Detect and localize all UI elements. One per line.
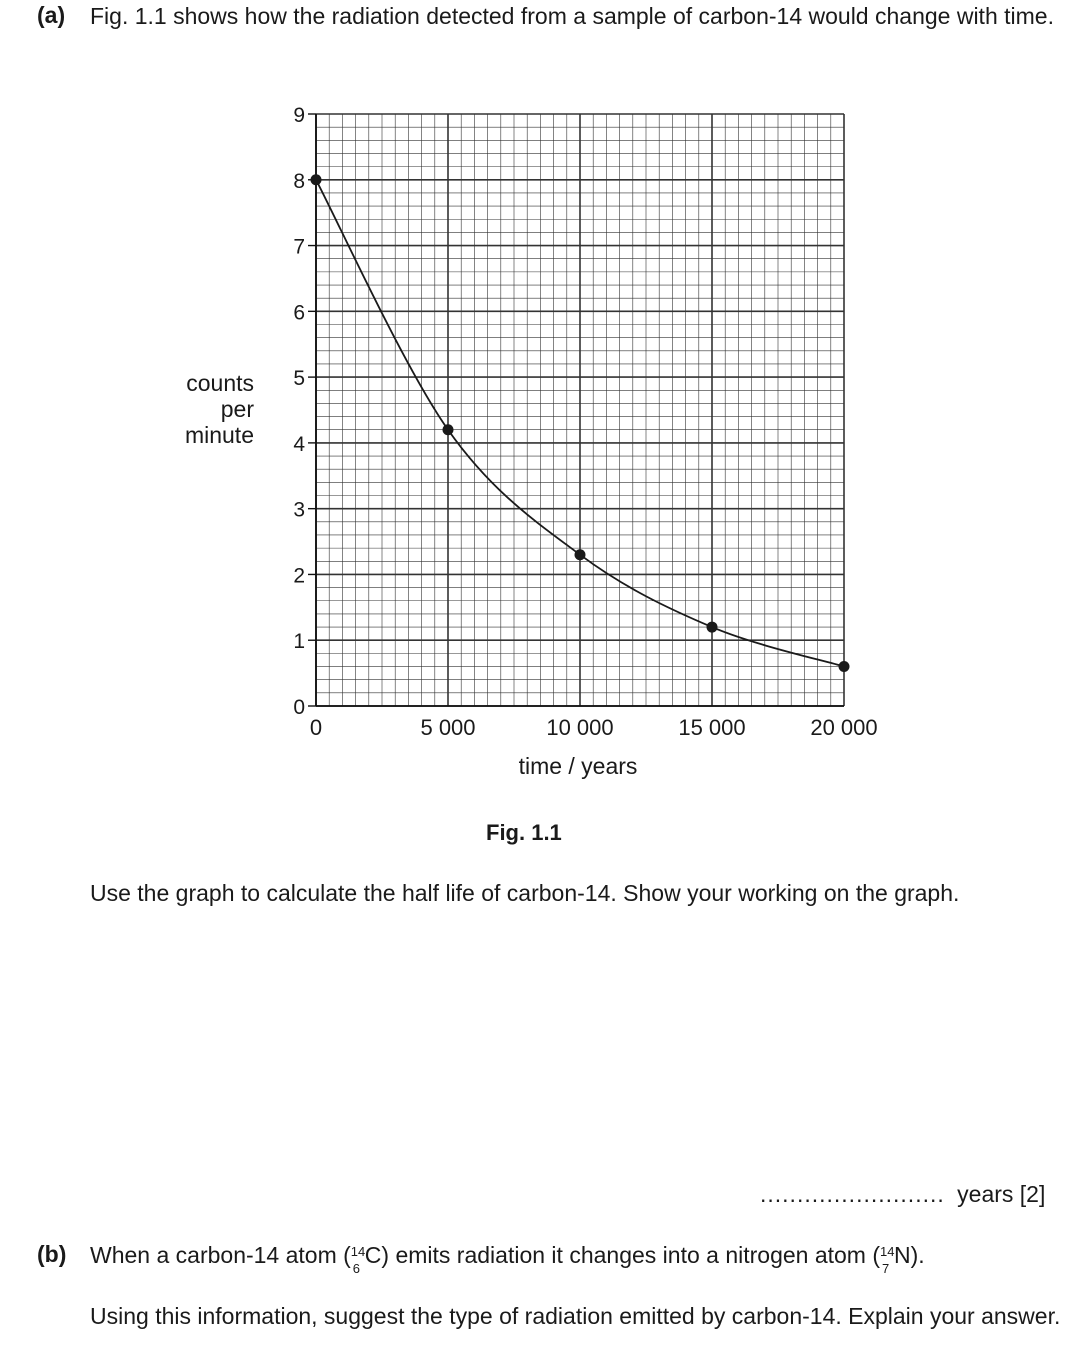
part-a-label: (a) [37,2,66,28]
data-point [839,661,850,672]
x-tick-label: 20 000 [810,715,878,740]
y-tick-label: 2 [293,564,305,588]
x-tick-label: 0 [309,715,323,740]
x-tick-label: 5 000 [420,715,476,740]
x-tick-label: 15 000 [678,715,746,740]
figure-caption: Fig. 1.1 [486,820,562,845]
nitrogen-isotope-notation [880,1244,895,1276]
part-b-label: (b) [37,1241,67,1267]
part-b-question: Using this information, suggest the type of radiation emitted by carbon-14. Explain your answer. [90,1303,1061,1329]
data-point [443,424,454,435]
y-axis-label-line-1: counts [186,370,254,396]
part-b-text-before: When a carbon-14 atom ( [90,1242,351,1268]
y-tick-label: 6 [293,301,305,325]
data-point [311,174,322,185]
part-a-instruction: Use the graph to calculate the half life of carbon-14. Show your working on the graph. [90,880,960,906]
answer-dots[interactable]: ......................... [760,1181,945,1207]
y-tick-label: 3 [293,498,305,522]
carbon-mass-number: 14 [350,1244,366,1259]
y-tick-label: 8 [293,169,305,193]
nitrogen-symbol: N [894,1242,911,1268]
x-axis-label: time / years [518,753,638,779]
answer-suffix: years [2] [957,1181,1046,1207]
y-tick-label: 4 [293,432,305,456]
y-tick-label: 1 [293,630,305,654]
part-b-text-after: ). [910,1242,925,1268]
y-tick-label: 5 [293,367,305,391]
part-b-intro [90,1241,1080,1276]
nitrogen-mass-number: 14 [880,1244,895,1259]
y-tick-label: 7 [293,235,305,259]
x-tick-label: 10 000 [546,715,614,740]
y-tick-label: 0 [293,696,305,719]
data-point [575,549,586,560]
data-point [707,622,718,633]
chart-tick-labels [293,104,877,740]
carbon-symbol: C [364,1242,382,1268]
part-a-intro: Fig. 1.1 shows how the radiation detected from a sample of carbon-14 would change with time. [90,3,1054,29]
part-b-text-middle: ) emits radiation it changes into a nitrogen atom ( [381,1242,881,1268]
y-axis-label-line-3: minute [184,422,254,448]
nitrogen-atomic-number: 7 [882,1261,890,1276]
y-tick-label: 9 [293,104,305,127]
y-axis-label-line-2: per [220,396,254,422]
carbon-atomic-number: 6 [352,1261,361,1276]
answer-line [760,1181,1045,1208]
carbon-isotope-notation [350,1244,366,1276]
